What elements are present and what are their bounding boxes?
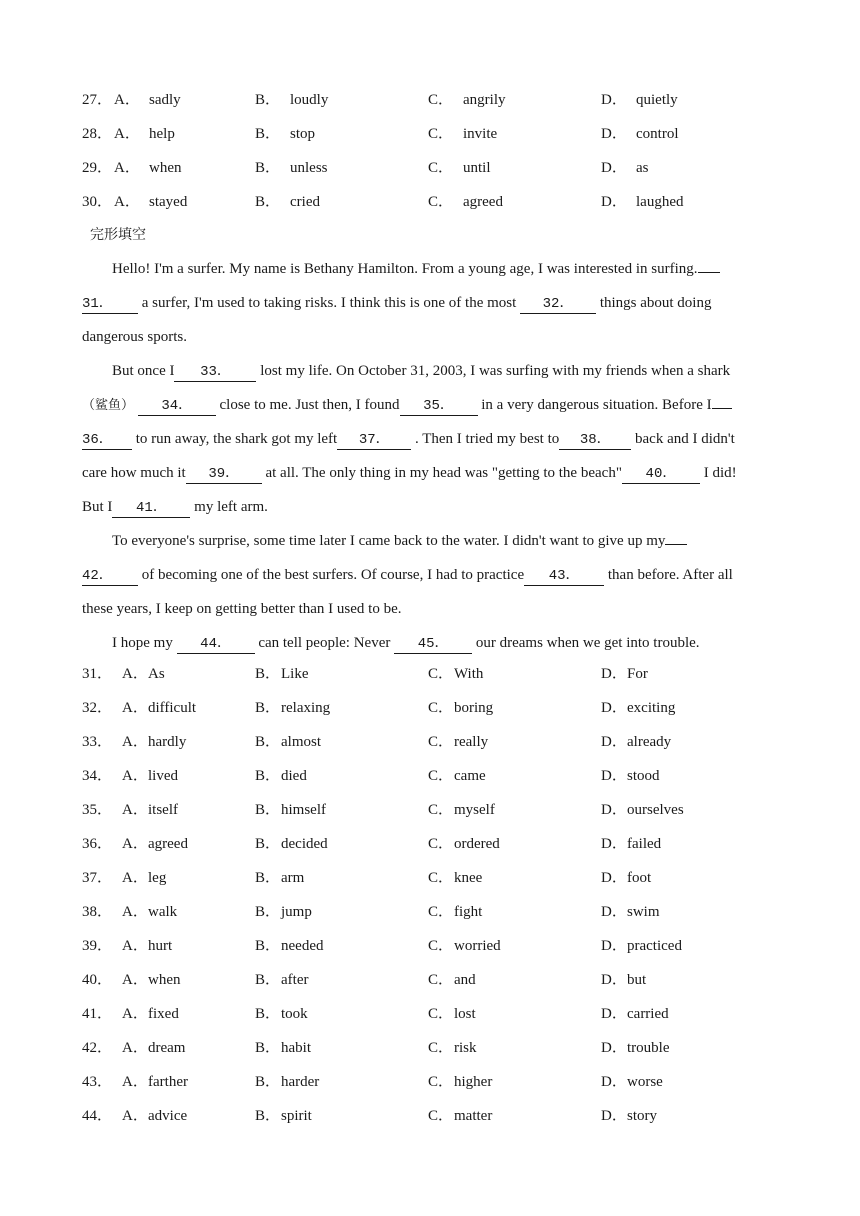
blank-44: 44． (177, 635, 255, 654)
blank-38: 38． (559, 431, 631, 450)
passage-text: lost my life. On October 31, 2003, I was surfing with my friends when a shark (260, 363, 731, 379)
option-letter: D． (601, 1040, 627, 1056)
option-text: foot (627, 870, 652, 886)
option-text: decided (281, 836, 328, 852)
option-letter: D． (601, 938, 627, 954)
option-a (122, 731, 186, 753)
option-text: and (454, 972, 476, 988)
option-letter: B． (255, 92, 281, 108)
passage-text: of becoming one of the best surfers. Of course, I had to practice (141, 567, 525, 583)
option-text: died (281, 768, 307, 784)
option-text: really (454, 734, 489, 750)
option-b (255, 867, 304, 889)
option-d (601, 935, 682, 957)
question-number: 34． (82, 768, 113, 784)
option-letter: C． (428, 126, 454, 142)
option-d (601, 799, 684, 821)
option-letter: A． (114, 126, 140, 142)
option-c (428, 799, 495, 821)
option-letter: D． (601, 1006, 627, 1022)
option-text: hardly (148, 734, 187, 750)
option-letter: B． (255, 1074, 281, 1090)
option-letter: D． (601, 802, 627, 818)
blank-43: 43． (524, 567, 604, 586)
option-letter: C． (428, 768, 454, 784)
option-c (428, 1037, 477, 1059)
option-a (114, 89, 181, 111)
question-number: 27． (82, 92, 113, 108)
option-d (601, 89, 678, 111)
blank-40: 40． (622, 465, 700, 484)
option-a (122, 867, 166, 889)
option-text: but (627, 972, 647, 988)
option-d (601, 697, 675, 719)
option-letter: D． (601, 1108, 627, 1124)
question-number: 40． (82, 972, 113, 988)
option-letter: D． (601, 92, 627, 108)
option-letter: C． (428, 666, 454, 682)
option-text: when (149, 160, 182, 176)
option-text: took (281, 1006, 308, 1022)
option-letter: C． (428, 700, 454, 716)
option-c (428, 89, 506, 111)
option-letter: D． (601, 836, 627, 852)
option-d (601, 833, 661, 855)
option-b (255, 799, 326, 821)
question-number: 38． (82, 904, 113, 920)
question-number: 35． (82, 802, 113, 818)
option-text: already (627, 734, 672, 750)
option-b (255, 663, 309, 685)
option-text: laughed (636, 194, 684, 210)
option-c (428, 833, 500, 855)
option-text: myself (454, 802, 495, 818)
question-number: 30． (82, 194, 113, 210)
blank-32: 32． (520, 295, 596, 314)
option-letter: B． (255, 938, 281, 954)
option-letter: C． (428, 1108, 454, 1124)
passage-text: these years, I keep on getting better than I used to be. (82, 601, 402, 617)
option-letter: D． (601, 126, 627, 142)
option-letter: A． (122, 700, 148, 716)
option-letter: C． (428, 802, 454, 818)
option-c (428, 191, 503, 213)
option-c (428, 1071, 492, 1093)
option-c (428, 1003, 476, 1025)
option-b (255, 969, 308, 991)
option-letter: D． (601, 666, 627, 682)
option-letter: D． (601, 160, 627, 176)
blank-39: 39． (186, 465, 262, 484)
passage-line (82, 394, 732, 416)
option-text: agreed (463, 194, 503, 210)
passage-text: at all. The only thing in my head was "getting to the beach" (265, 465, 622, 481)
option-letter: B． (255, 734, 281, 750)
option-letter: D． (601, 1074, 627, 1090)
option-c (428, 731, 488, 753)
option-text: needed (281, 938, 324, 954)
option-c (428, 969, 476, 991)
option-letter: D． (601, 734, 627, 750)
option-letter: A． (122, 768, 148, 784)
option-letter: B． (255, 194, 281, 210)
option-text: exciting (627, 700, 676, 716)
option-a (122, 1003, 179, 1025)
option-text: knee (454, 870, 483, 886)
option-text: cried (290, 194, 320, 210)
question-number: 41． (82, 1006, 113, 1022)
question-number: 43． (82, 1074, 113, 1090)
option-letter: A． (122, 666, 148, 682)
option-text: worse (627, 1074, 663, 1090)
option-c (428, 765, 486, 787)
option-letter: B． (255, 870, 281, 886)
option-letter: B． (255, 802, 281, 818)
passage-text: To everyone's surprise, some time later I came back to the water. I didn't want to give up my (112, 533, 666, 549)
option-d (601, 765, 660, 787)
option-a (122, 663, 165, 685)
question-number: 44． (82, 1108, 113, 1124)
passage-text: a surfer, I'm used to taking risks. I think this is one of the most (141, 295, 517, 311)
option-text: quietly (636, 92, 678, 108)
option-b (255, 1105, 312, 1127)
option-letter: D． (601, 870, 627, 886)
passage-text: can tell people: Never (258, 635, 391, 651)
option-c (428, 697, 493, 719)
option-letter: B． (255, 1108, 281, 1124)
option-text: stop (290, 126, 316, 142)
blank-36: 36． (82, 431, 132, 450)
option-text: Like (281, 666, 309, 682)
option-text: help (149, 126, 175, 142)
option-letter: B． (255, 972, 281, 988)
option-text: stood (627, 768, 660, 784)
question-number: 36． (82, 836, 113, 852)
option-a (114, 123, 175, 145)
blank-33: 33． (174, 363, 256, 382)
passage-text: Hello! I'm a surfer. My name is Bethany Hamilton. From a young age, I was interested in surfing. (112, 261, 698, 277)
option-text: As (148, 666, 165, 682)
option-a (122, 1037, 185, 1059)
blank-31: 31． (82, 295, 138, 314)
question-number: 32． (82, 700, 113, 716)
option-text: fight (454, 904, 483, 920)
passage-text: back and I didn't (635, 431, 735, 447)
option-text: ourselves (627, 802, 684, 818)
passage-text: . Then I tried my best to (414, 431, 560, 447)
option-text: habit (281, 1040, 311, 1056)
blank-35: 35． (400, 397, 478, 416)
passage-line (112, 632, 700, 654)
option-text: practiced (627, 938, 682, 954)
passage-line (82, 462, 737, 484)
passage-text: care how much it (82, 465, 186, 481)
passage-line (82, 326, 187, 348)
blank-31-start (698, 272, 720, 273)
passage-text: than before. After all (607, 567, 733, 583)
option-text: dream (148, 1040, 186, 1056)
question-number: 37． (82, 870, 113, 886)
option-letter: B． (255, 904, 281, 920)
question-number: 42． (82, 1040, 113, 1056)
option-b (255, 89, 328, 111)
option-text: difficult (148, 700, 197, 716)
option-text: matter (454, 1108, 493, 1124)
option-text: ordered (454, 836, 500, 852)
option-b (255, 191, 320, 213)
option-letter: A． (122, 802, 148, 818)
option-a (122, 765, 178, 787)
option-c (428, 123, 497, 145)
passage-text: in a very dangerous situation. Before I (481, 397, 712, 413)
blank-41: 41． (112, 499, 190, 518)
option-b (255, 765, 307, 787)
option-b (255, 1037, 311, 1059)
option-c (428, 867, 482, 889)
option-letter: C． (428, 194, 454, 210)
option-b (255, 1071, 319, 1093)
option-text: after (281, 972, 309, 988)
option-text: lived (148, 768, 178, 784)
option-letter: B． (255, 1006, 281, 1022)
option-text: himself (281, 802, 326, 818)
option-text: fixed (148, 1006, 179, 1022)
passage-text: I did! (703, 465, 737, 481)
option-text: sadly (149, 92, 181, 108)
passage-text: dangerous sports. (82, 329, 187, 345)
option-text: agreed (148, 836, 188, 852)
option-text: relaxing (281, 700, 331, 716)
option-a (122, 799, 178, 821)
option-letter: A． (114, 92, 140, 108)
option-text: walk (148, 904, 178, 920)
option-letter: D． (601, 904, 627, 920)
passage-line (82, 496, 268, 518)
passage-text: to run away, the shark got my left (135, 431, 338, 447)
option-a (114, 157, 182, 179)
option-text: until (463, 160, 491, 176)
option-text: when (148, 972, 181, 988)
option-d (601, 867, 651, 889)
option-letter: A． (122, 734, 148, 750)
option-a (122, 935, 172, 957)
option-letter: D． (601, 972, 627, 988)
option-text: almost (281, 734, 321, 750)
option-d (601, 969, 646, 991)
passage-line (82, 292, 711, 314)
option-letter: A． (122, 1006, 148, 1022)
passage-line (112, 530, 687, 552)
option-text: control (636, 126, 679, 142)
blank-42-start (665, 544, 687, 545)
option-d (601, 1003, 669, 1025)
option-text: With (454, 666, 484, 682)
option-text: trouble (627, 1040, 670, 1056)
option-letter: C． (428, 1040, 454, 1056)
option-text: loudly (290, 92, 329, 108)
passage-text: our dreams when we get into trouble. (475, 635, 700, 651)
option-text: spirit (281, 1108, 312, 1124)
option-letter: C． (428, 160, 454, 176)
option-a (122, 1071, 188, 1093)
question-number: 39． (82, 938, 113, 954)
blank-45: 45． (394, 635, 472, 654)
option-text: worried (454, 938, 501, 954)
option-d (601, 731, 671, 753)
option-b (255, 901, 312, 923)
option-letter: C． (428, 870, 454, 886)
option-letter: C． (428, 1074, 454, 1090)
option-b (255, 123, 315, 145)
passage-line (112, 258, 720, 280)
option-letter: A． (122, 1040, 148, 1056)
option-letter: B． (255, 700, 281, 716)
option-letter: B． (255, 836, 281, 852)
option-text: came (454, 768, 486, 784)
option-text: boring (454, 700, 494, 716)
option-text: risk (454, 1040, 477, 1056)
option-d (601, 123, 679, 145)
option-d (601, 1037, 670, 1059)
option-a (122, 833, 188, 855)
passage-text: But once I (112, 363, 175, 379)
blank-42: 42． (82, 567, 138, 586)
option-b (255, 1003, 308, 1025)
option-a (122, 1105, 187, 1127)
option-letter: A． (114, 194, 140, 210)
option-d (601, 901, 660, 923)
option-text: failed (627, 836, 662, 852)
option-letter: A． (122, 870, 148, 886)
passage-line (82, 598, 401, 620)
option-d (601, 663, 648, 685)
option-letter: B． (255, 160, 281, 176)
option-letter: B． (255, 768, 281, 784)
option-c (428, 157, 491, 179)
option-letter: A． (122, 1074, 148, 1090)
option-a (122, 901, 177, 923)
option-letter: D． (601, 768, 627, 784)
option-text: For (627, 666, 648, 682)
option-text: itself (148, 802, 178, 818)
option-c (428, 901, 482, 923)
passage-text: things about doing (599, 295, 712, 311)
option-b (255, 731, 321, 753)
option-text: swim (627, 904, 660, 920)
question-number: 31． (82, 666, 113, 682)
blank-36-start (712, 408, 732, 409)
option-letter: A． (122, 904, 148, 920)
option-letter: C． (428, 836, 454, 852)
option-text: carried (627, 1006, 669, 1022)
passage-text: my left arm. (194, 499, 268, 515)
option-b (255, 157, 328, 179)
option-text: hurt (148, 938, 173, 954)
blank-34: 34． (138, 397, 216, 416)
option-c (428, 1105, 492, 1127)
option-text: leg (148, 870, 167, 886)
option-text: story (627, 1108, 657, 1124)
passage-line (82, 428, 735, 450)
passage-line (82, 564, 733, 586)
option-text: unless (290, 160, 328, 176)
option-letter: B． (255, 126, 281, 142)
option-d (601, 157, 649, 179)
option-a (114, 191, 187, 213)
question-number: 33． (82, 734, 113, 750)
option-letter: B． (255, 1040, 281, 1056)
option-letter: B． (255, 666, 281, 682)
option-letter: A． (122, 1108, 148, 1124)
option-text: jump (281, 904, 312, 920)
option-text: farther (148, 1074, 188, 1090)
option-letter: A． (122, 836, 148, 852)
option-text: angrily (463, 92, 506, 108)
option-letter: C． (428, 904, 454, 920)
option-d (601, 191, 683, 213)
option-letter: D． (601, 194, 627, 210)
blank-37: 37． (337, 431, 411, 450)
passage-line (112, 360, 730, 382)
option-d (601, 1105, 657, 1127)
passage-text: （鲨鱼） (82, 398, 135, 413)
passage-text: close to me. Just then, I found (219, 397, 400, 413)
option-letter: D． (601, 700, 627, 716)
option-text: advice (148, 1108, 188, 1124)
option-a (122, 969, 181, 991)
option-letter: C． (428, 1006, 454, 1022)
option-letter: C． (428, 92, 454, 108)
option-c (428, 663, 483, 685)
option-letter: C． (428, 734, 454, 750)
option-letter: A． (122, 972, 148, 988)
question-number: 29． (82, 160, 113, 176)
option-letter: A． (114, 160, 140, 176)
option-d (601, 1071, 663, 1093)
option-text: arm (281, 870, 305, 886)
option-a (122, 697, 196, 719)
option-text: harder (281, 1074, 320, 1090)
passage-text: But I (82, 499, 113, 515)
option-b (255, 833, 328, 855)
passage-text: I hope my (112, 635, 173, 651)
option-text: higher (454, 1074, 493, 1090)
option-text: lost (454, 1006, 476, 1022)
option-letter: C． (428, 938, 454, 954)
option-letter: A． (122, 938, 148, 954)
option-c (428, 935, 501, 957)
option-text: invite (463, 126, 498, 142)
section-heading: 完形填空 (90, 227, 146, 243)
option-text: as (636, 160, 649, 176)
option-letter: C． (428, 972, 454, 988)
option-b (255, 697, 330, 719)
question-number: 28． (82, 126, 113, 142)
option-b (255, 935, 323, 957)
option-text: stayed (149, 194, 188, 210)
